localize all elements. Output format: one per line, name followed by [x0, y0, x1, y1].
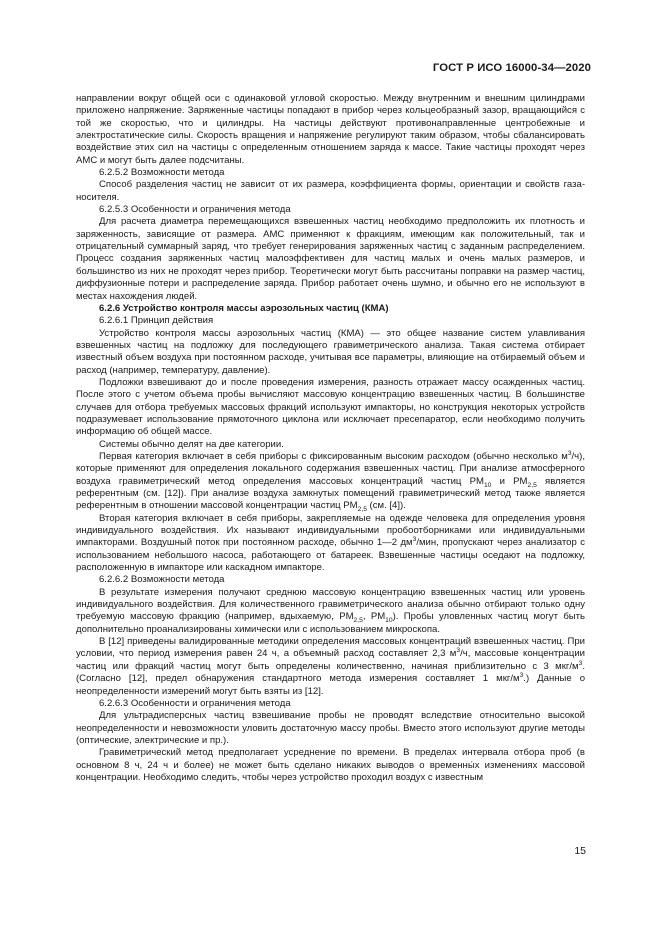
subsection-heading: 6.2.6.1 Принцип действия: [99, 315, 214, 327]
text-run: В [12] приведены валидированные методики определения массовых концентраций взвешенных частиц. При условии, что период измерения равен 24 ч, а объемный расход составляет 2,3 м: [76, 636, 585, 660]
superscript: 3: [412, 536, 417, 544]
text-run: .) Данные о неопределенности измерений могут быть взяты из [12].: [76, 673, 586, 697]
section-heading: 6.2.6 Устройство контроля массы аэрозольных частиц (КМА): [99, 302, 389, 314]
paragraph: Для ультрадисперсных частиц взвешивание пробы не проводят вследствие относительно высокой неопределенности и невозможности уловить достаточную массу пробы. Вместо этого используют другие методы (оптические, электрические и пр.).: [76, 710, 585, 746]
paragraph: [76, 513, 585, 575]
text-run: . (Согласно [12], предел обнаружения стандартного метода измерения составляет 1 мкг/м: [76, 660, 585, 685]
subscript: 10: [385, 617, 393, 625]
paragraph: [76, 451, 585, 513]
paragraph: Системы обычно делят на две категории.: [99, 438, 284, 450]
page-number: 15: [574, 845, 586, 857]
text-run: /ч), которые применяют для определения локального содержания взвешенных частиц. При анализе атмосферного воздуха гравиметрический метод определения массовых концентраций частиц PM: [76, 450, 585, 487]
paragraph: Способ разделения частиц не зависит от их размера, коэффициента формы, ориентации и свойств газа-носителя.: [76, 179, 585, 203]
text-run: (см. [4]).: [366, 500, 406, 512]
subsection-heading: 6.2.6.3 Особенности и ограничения метода: [99, 697, 291, 709]
subscript: 10: [483, 481, 492, 489]
text-run: В результате измерения получают среднюю массовую концентрацию взвешенных частиц или уровень индивидуального воздействия. Для количественного гравиметрического анализа обычно отбирают только одну требуемую массовую фракцию (например, вдыхаемую, PM: [76, 586, 585, 623]
text-run: Вторая категория включает в себя приборы, закрепляемые на одежде человека для определения уровня индивидуального воздействия. Их называют индивидуальными пробоотборниками или индивидуальными импакторами. Воздушный поток при постоянном расходе, обычно 1—2 дм: [76, 512, 585, 549]
paragraph: Гравиметрический метод предполагает усреднение по времени. В пределах интервала отбора проб (в основном 8 ч, 24 ч и более) не может быть сделано никаких выводов о временны́х изменениях массовой концентрации. Необходимо следить, чтобы через устройство проходил воздух с известным: [76, 747, 585, 783]
document-header-title: ГОСТ Р ИСО 16000-34—2020: [432, 62, 591, 74]
subsection-heading: 6.2.5.3 Особенности и ограничения метода: [99, 204, 291, 216]
document-body: [76, 93, 585, 784]
paragraph: [76, 636, 585, 698]
superscript: 3: [456, 647, 461, 655]
subscript: 2,5: [353, 617, 363, 625]
text-run: ). Пробы уловленных частиц могут быть дополнительно проанализированы химически или с использованием микроскопа.: [76, 611, 585, 635]
text-run: является референтным (см. [12]). При анализе воздуха замкнутых помещений гравиметрический метод также является референтным в отношении массовой концентрации частиц PM: [76, 475, 585, 512]
paragraph: Для расчета диаметра перемещающихся взвешенных частиц необходимо предположить их плотность и заряженность, зависящие от размера. АМС применяют к фракциям, имеющим как положительный, так и отрицательный суммарный заряд, что требует генерирования заряженных частиц с заданным распределением. Процесс создания заряженных частиц малоэффективен для частиц малых и очень малых размеров, и большинство из них не проходят через прибор. Теоретически могут быть рассчитаны поправки на размер частиц, диффузионные потери и распределение заряда. Прибор работает очень шумно, и обычно его не используют в местах нахождения людей.: [76, 216, 585, 302]
paragraph: [76, 587, 585, 636]
text-run: , PM: [362, 611, 386, 623]
text-run: и PM: [491, 475, 528, 487]
paragraph: Подложки взвешивают до и после проведения измерения, разность отражает массу осажденных частиц. После этого с учетом объема пробы вычисляют массовую концентрацию взвешенных частиц. В большинстве случаев для отбора требуемых массовых фракций используют импакторы, но конструкция некоторых устройств подразумевает использование прямоточного циклона или исключает пресепаратор, если необходимо получить информацию об общей массе.: [76, 376, 585, 438]
superscript: 3: [578, 659, 583, 667]
superscript: 3: [567, 449, 572, 457]
subsection-heading: 6.2.5.2 Возможности метода: [99, 167, 225, 179]
text-run: Первая категория включает в себя приборы с фиксированным высоким расходом (обычно несколько м: [99, 450, 568, 462]
paragraph: направлении вокруг общей оси с одинаковой угловой скоростью. Между внутренним и внешним цилиндрами приложено напряжение. Заряженные частицы попадают в прибор через кольцеобразный зазор, вращающийся с той же скоростью, что и цилиндры. На частицы действуют противонаправленные центробежные и электростатические силы. Скорость вращения и напряжение регулируют таким образом, чтобы сбалансировать воздействие этих сил на частицы с определенным отношением заряда к массе. Такие частицы проходят через АМС и могут быть далее подсчитаны.: [76, 93, 585, 166]
subsection-heading: 6.2.6.2 Возможности метода: [99, 574, 225, 586]
paragraph: Устройство контроля массы аэрозольных частиц (КМА) — это общее название систем улавливания взвешенных частиц на подложку для последующего гравиметрического анализа. Такая система отбирает известный объем воздуха при постоянном расходе, учитывая все параметры, влияющие на отбираемый объем и расход (например, температуру, давление).: [76, 327, 585, 376]
superscript: 3: [519, 671, 524, 679]
subscript: 2,5: [527, 481, 537, 489]
text-run: /ч, массовые концентрации частиц или фракций частиц могут быть определены количественно, начиная приблизительно с 3 мкг/м: [76, 648, 585, 672]
text-run: /мин, пропускают через анализатор с использованием небольшого насоса, работающего от батареек. Взвешенные частицы оседают на подложку, расположенную в импакторе или каскадном импакторе.: [76, 537, 585, 574]
subscript: 2,5: [357, 506, 367, 514]
